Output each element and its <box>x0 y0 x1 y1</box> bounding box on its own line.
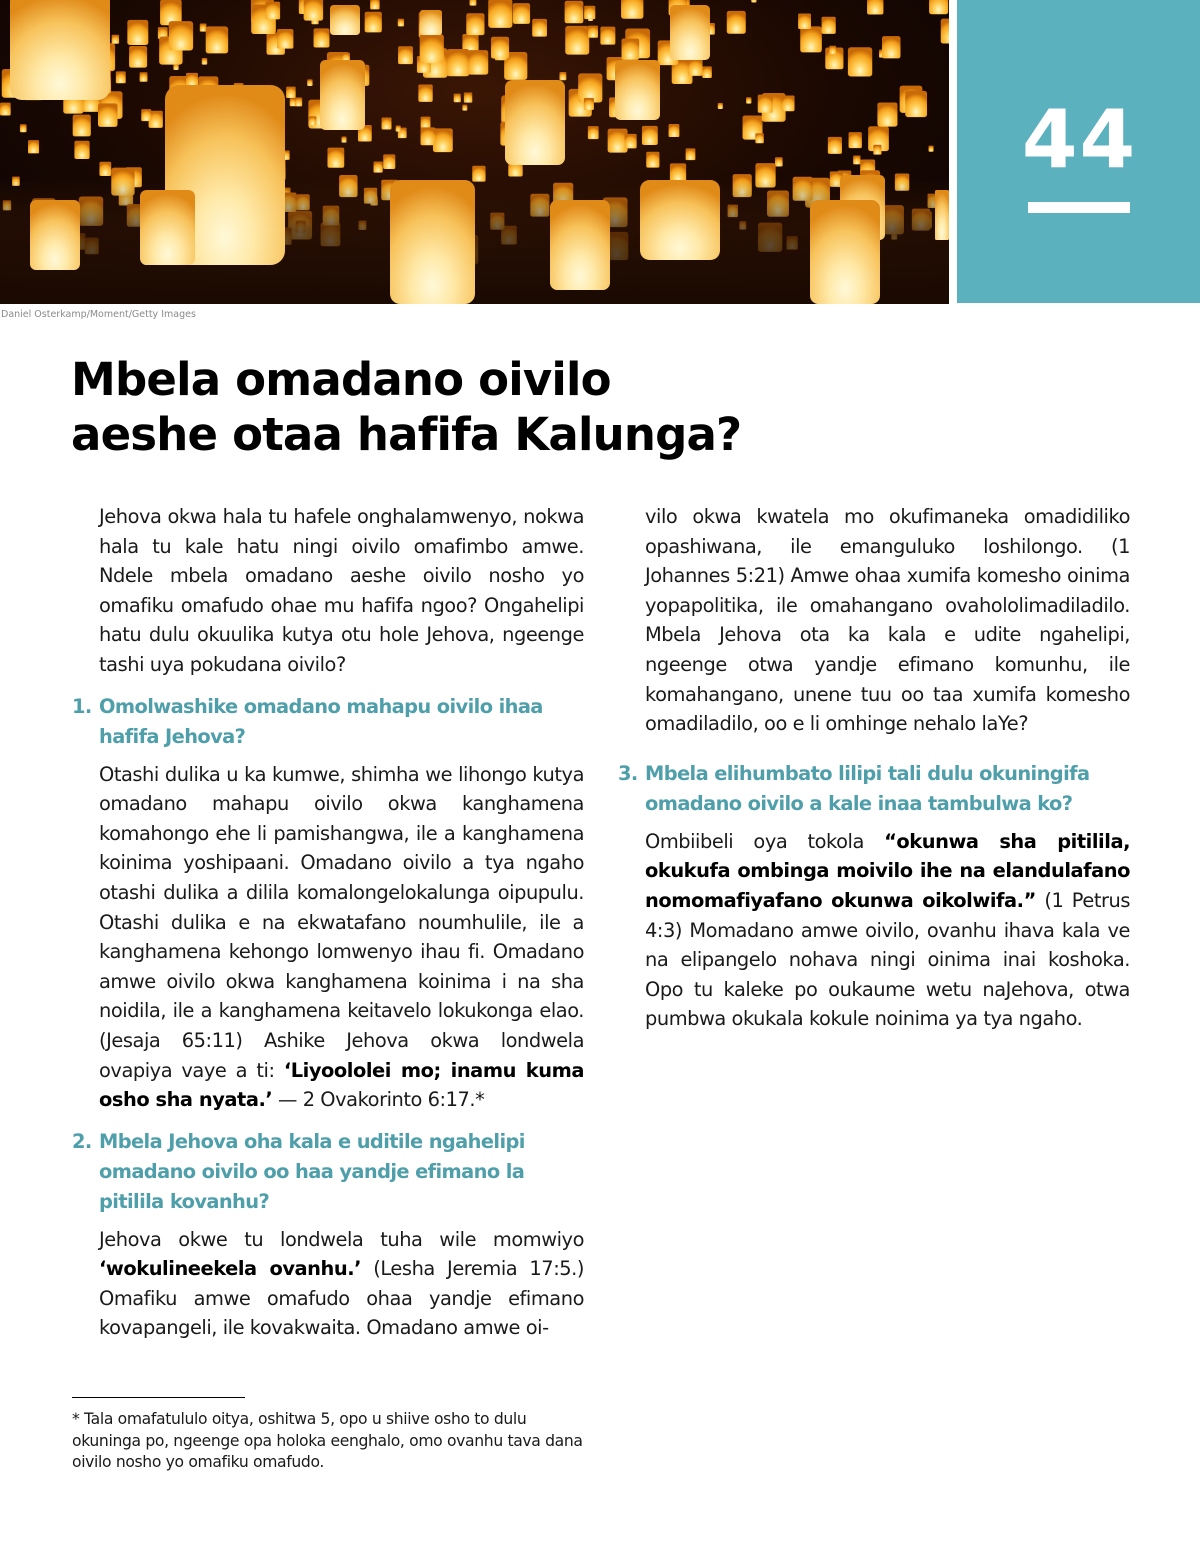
lantern <box>935 190 949 240</box>
question-1-number: 1. <box>72 694 92 718</box>
lantern <box>421 117 431 129</box>
lantern <box>304 0 323 21</box>
lantern <box>466 13 484 35</box>
lantern <box>513 3 530 24</box>
lantern <box>775 157 783 166</box>
lantern <box>625 134 637 149</box>
lantern <box>758 95 773 113</box>
lantern <box>669 124 680 137</box>
lantern <box>905 91 927 117</box>
section-3-paragraph <box>610 827 1130 1034</box>
lantern <box>202 58 208 65</box>
section-2-continued: (Lesha Jeremia 17:5.) Omafiku amwe omafudo ohaa yandje efimano kovapangeli, ile kovakwaita. Omadano amwe oi- <box>99 1257 584 1340</box>
lantern <box>200 24 207 32</box>
lantern <box>755 133 763 143</box>
lantern <box>505 80 565 165</box>
lantern <box>800 26 822 52</box>
lantern <box>929 146 934 152</box>
lantern <box>277 29 293 49</box>
question-2-number: 2. <box>72 1129 92 1153</box>
lantern <box>588 26 598 38</box>
footnote: * Tala omafatululo oitya, oshitwa 5, opo u shiive osho to dulu okuninga po, ngeenge opa holoka eenghalo, omo ovanhu tava dana oivilo nosho yo omafiku omafudo. <box>72 1410 583 1471</box>
lantern <box>877 102 897 126</box>
lantern <box>670 5 710 60</box>
sky-lanterns-photo <box>0 0 949 304</box>
lantern <box>849 132 862 148</box>
question-3 <box>610 759 1130 819</box>
left-column <box>64 502 584 1343</box>
lantern <box>848 47 872 76</box>
lantern <box>418 85 432 102</box>
lantern <box>491 37 509 59</box>
lantern <box>621 0 643 19</box>
lantern <box>382 117 392 129</box>
lantern <box>373 161 382 172</box>
lantern <box>462 105 467 111</box>
lantern <box>873 145 881 155</box>
title-line-1: Mbela omadano oivilo <box>71 353 611 406</box>
lantern <box>320 60 365 130</box>
question-3-text: Mbela elihumbato lilipi tali dulu okuningifa omadano oivilo a kale inaa tambulwa ko? <box>645 761 1090 815</box>
section-1-text: Otashi dulika u ka kumwe, shimha we lihongo kutya omadano mahapu oivilo okwa kanghamena komahongo ehe li pamishangwa, ile a kanghamena koinima yoshipaani. Omadano oivilo a tya ngaho otashi dulika a dilila komalongelokalunga oipupulu. Otashi dulika e na ekwatafano noumhulile, ile a kanghamena kehongo lomwenyo ihau fi. Omadano amwe oivilo okwa kanghamena koinima i na sha noidila, ile a kanghamena keitavelo lokukonga elao. (Jesaja 65:11) Ashike Jehova okwa londwela ovapiya vaye a ti: <box>99 762 584 1082</box>
lantern <box>307 79 312 86</box>
question-2-text: Mbela Jehova oha kala e uditile ngahelipi omadano oivilo oo haa yandje efimano la pitilila kovanhu? <box>99 1129 525 1213</box>
question-1-text: Omolwashike omadano mahapu oivilo ihaa hafifa Jehova? <box>99 694 543 748</box>
section-1-quote: ‘Liyoololei mo; inamu kuma osho sha nyata.’ <box>99 1058 584 1112</box>
lantern <box>365 12 382 33</box>
lantern <box>330 5 360 35</box>
footnote-divider <box>72 1397 245 1398</box>
lantern <box>686 148 696 160</box>
lantern <box>0 103 11 116</box>
lantern <box>588 126 599 139</box>
lesson-underline <box>1028 202 1130 213</box>
section-3-quote: “okunwa sha pitilila, okukufa ombinga moivilo ihe na elandulafano nomomafiyafano okunwa oikolwifa.” <box>645 829 1130 912</box>
lantern <box>941 19 949 44</box>
lantern <box>718 103 723 109</box>
lantern <box>433 128 453 152</box>
lantern <box>116 71 126 83</box>
lantern <box>127 20 148 45</box>
lantern <box>314 28 330 47</box>
lantern <box>73 115 91 137</box>
section-1-paragraph <box>64 760 584 1115</box>
lantern <box>420 10 442 35</box>
lantern <box>565 26 589 55</box>
lantern <box>615 60 660 120</box>
lantern <box>398 46 413 64</box>
lantern <box>421 127 436 145</box>
lantern <box>141 109 151 121</box>
lantern <box>488 0 512 28</box>
lantern <box>99 162 111 176</box>
lantern <box>464 92 472 102</box>
lantern <box>140 72 148 81</box>
question-2 <box>64 1127 584 1217</box>
lantern <box>327 148 344 168</box>
lantern <box>829 46 836 54</box>
section-2-text-continued: vilo okwa kwatela mo okufimaneka omadidiliko opashiwana, ile emanguluko loshilongo. (1 Johannes 5:21) Amwe ohaa xumifa komesho oinima yopapolitika, ile omahangano ovahololimadiladilo. Mbela Jehova ota ka kala e udite ngahelipi, ngeenge otwa yandje efimano komunhu, ile komahangano, unene tuu oo taa xumifa komesho omadiladilo, oo e li omhinge nehalo laYe? <box>645 505 1130 736</box>
lantern <box>929 0 948 14</box>
lantern <box>702 66 712 78</box>
section-2-paragraph-continued <box>610 502 1130 739</box>
lantern <box>112 35 119 44</box>
lantern <box>169 21 193 50</box>
lantern <box>309 116 317 125</box>
lantern <box>454 94 461 103</box>
lantern <box>470 0 477 6</box>
lantern <box>670 163 686 183</box>
section-2-quote: ‘wokulineekela ovanhu.’ <box>99 1257 362 1281</box>
section-3-continued: (1 Petrus 4:3) Momadano amwe oivilo, ovanhu ihava kala ve na elipangelo nohava ningi oinima inai koshoka. Opo tu kaleke po oukaume wetu naJehova, otwa pumbwa okukala kokule noinima ya tya ngaho. <box>645 888 1130 1031</box>
lantern <box>532 19 547 37</box>
lantern <box>621 39 639 60</box>
lantern <box>727 11 746 34</box>
lantern <box>341 136 346 142</box>
lantern <box>810 200 880 304</box>
page-title <box>71 352 871 462</box>
lantern <box>882 36 901 58</box>
lantern <box>751 0 756 3</box>
lantern <box>396 125 401 131</box>
lantern <box>447 49 470 76</box>
lantern <box>822 17 836 34</box>
lantern <box>565 1 584 23</box>
lantern <box>206 26 228 53</box>
lantern <box>265 2 280 20</box>
lantern <box>867 0 883 14</box>
lantern <box>853 156 860 165</box>
lantern <box>646 152 659 168</box>
lantern <box>746 97 751 103</box>
lantern <box>30 200 80 270</box>
lantern <box>688 58 703 75</box>
lantern <box>781 96 794 112</box>
lantern <box>20 124 27 132</box>
lantern <box>600 27 615 45</box>
section-1-reference: — 2 Ovakorinto 6:17.* <box>272 1088 485 1112</box>
lantern <box>28 140 39 153</box>
lantern <box>640 180 720 260</box>
lantern <box>74 141 89 159</box>
lantern <box>295 98 302 107</box>
right-column <box>610 502 1130 1034</box>
lantern <box>420 34 444 63</box>
lantern <box>286 87 296 98</box>
lantern <box>584 6 595 19</box>
lesson-number-badge <box>957 0 1200 303</box>
lantern <box>584 98 594 110</box>
lantern <box>10 0 110 100</box>
lesson-number: 44 <box>1021 93 1138 186</box>
photo-credit: Daniel Osterkamp/Moment/Getty Images <box>1 309 196 320</box>
title-line-2: aeshe otaa hafifa Kalunga? <box>71 408 742 461</box>
lantern <box>472 166 485 182</box>
section-2-text: Jehova okwe tu londwela tuha wile momwiyo <box>99 1227 584 1251</box>
lantern <box>828 137 842 154</box>
lantern <box>798 13 811 29</box>
lantern <box>98 103 118 126</box>
lantern <box>140 190 195 265</box>
question-1 <box>64 692 584 752</box>
section-3-text: Ombiibeli oya tokola <box>645 829 885 853</box>
lantern <box>370 0 379 9</box>
intro-paragraph: Jehova okwa hala tu hafele onghalamwenyo, nokwa hala tu kale hatu ningi oivilo omafimbo amwe. Ndele mbela omadano aeshe oivilo nosho yo omafiku omafudo ohae mu hafifa ngoo? Ongahelipi hatu dulu okuulika kutya otu hole Jehova, ngeenge tashi uya pokudana oivilo? <box>99 505 584 676</box>
lantern <box>129 46 147 68</box>
lantern <box>468 50 488 74</box>
lantern <box>559 72 566 80</box>
question-3-number: 3. <box>618 761 638 785</box>
section-2-paragraph <box>64 1225 584 1343</box>
lantern <box>550 200 610 290</box>
lantern <box>398 19 404 27</box>
lantern <box>390 180 475 304</box>
lantern <box>383 154 395 169</box>
sky-lanterns-illustration <box>0 0 949 304</box>
lantern <box>642 126 658 145</box>
